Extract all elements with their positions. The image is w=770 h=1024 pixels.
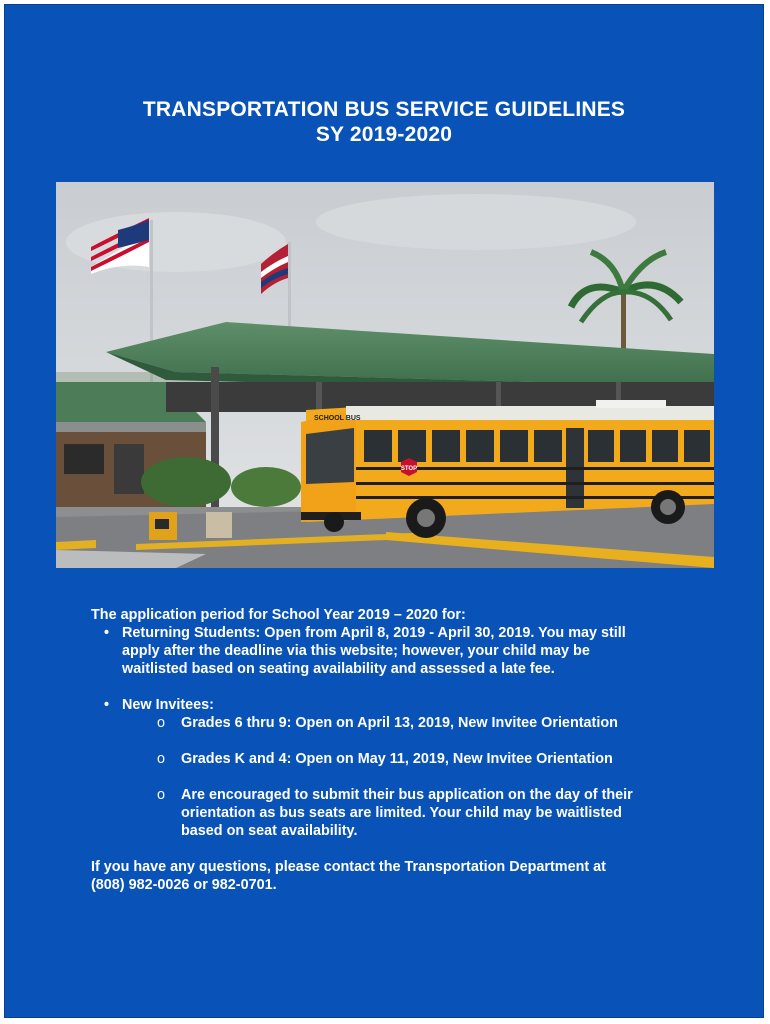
sub-bullet-line: orientation as bus seats are limited. Your child may be waitlisted — [181, 805, 622, 821]
bullet-line: apply after the deadline via this website; however, your child may be — [122, 643, 590, 659]
sub-bullet-encouraged — [91, 786, 711, 840]
sub-bullet-marker: o — [157, 715, 166, 731]
sub-bullet-line: Grades K and 4: Open on May 11, 2019, New Invitee Orientation — [181, 751, 613, 767]
sub-bullet-line: based on seat availability. — [181, 823, 358, 839]
sub-bullet-marker: o — [157, 751, 166, 767]
bullet-line: New Invitees: — [122, 697, 214, 713]
bullet-returning-students — [91, 624, 711, 678]
school-bus-photo — [56, 182, 714, 568]
intro-text: The application period for School Year 2019 – 2020 for: — [91, 607, 466, 623]
contact-line: (808) 982-0026 or 982-0701. — [91, 877, 277, 893]
contact-line: If you have any questions, please contact the Transportation Department at — [91, 859, 606, 875]
sub-bullet-line: Grades 6 thru 9: Open on April 13, 2019, New Invitee Orientation — [181, 715, 618, 731]
guidelines-text — [91, 606, 711, 894]
bus-sign-text: SCHOOL BUS — [314, 415, 361, 422]
bullet-line: waitlisted based on seating availability and assessed a late fee. — [122, 661, 555, 677]
sub-bullet-grades-k-4 — [91, 750, 711, 768]
page-title — [5, 97, 763, 147]
sub-bullet-marker: o — [157, 787, 166, 803]
bullet-new-invitees — [91, 696, 711, 714]
title-line-1: TRANSPORTATION BUS SERVICE GUIDELINES — [142, 98, 626, 121]
document-page — [4, 4, 764, 1018]
contact-text — [91, 858, 711, 894]
stop-sign-text: STOP — [400, 466, 418, 472]
sub-bullet-grades-6-9 — [91, 714, 711, 732]
bullet-line: Returning Students: Open from April 8, 2019 - April 30, 2019. You may still — [122, 625, 626, 641]
bullet-marker: • — [104, 625, 110, 641]
title-line-2: SY 2019-2020 — [315, 123, 453, 146]
sub-bullet-line: Are encouraged to submit their bus application on the day of their — [181, 787, 633, 803]
bullet-marker: • — [104, 697, 110, 713]
